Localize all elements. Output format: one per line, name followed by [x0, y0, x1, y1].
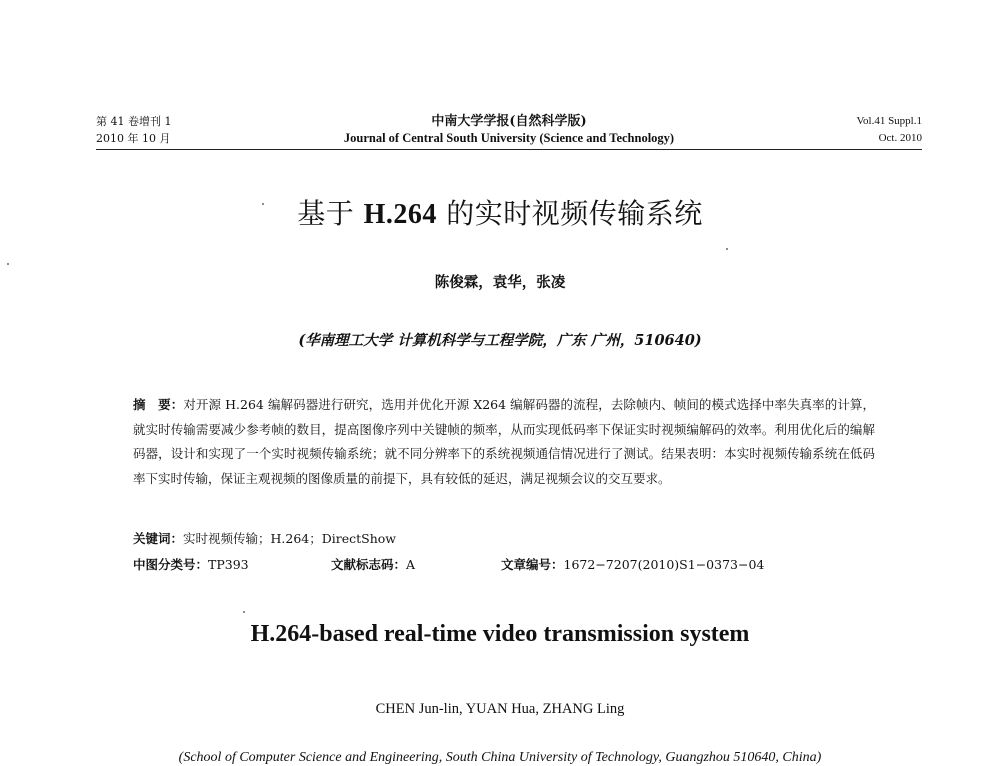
paper-title-en: H.264-based real-time video transmission system: [250, 621, 750, 647]
keywords-label: 关键词：: [133, 531, 184, 546]
doc-code-label: 文献标志码：: [331, 557, 407, 572]
doc-code-value: A: [406, 557, 416, 572]
journal-name-cn: 中南大学学报(自然科学版): [431, 114, 587, 129]
affiliation-en: (School of Computer Science and Engineering, South China University of Technology, Guangzhou 510640, China): [178, 750, 822, 765]
article-no-value: 1672−7207(2010)S1−0373−04: [563, 557, 765, 572]
title-cn-latin: H.264: [363, 199, 437, 230]
keywords-cn: [133, 529, 396, 549]
paper-title-cn: [0, 192, 1000, 232]
issue-date-en: Oct. 2010: [878, 132, 922, 144]
clc-value: TP393: [208, 557, 249, 572]
header-rule: [96, 149, 922, 150]
scan-speck: [243, 611, 245, 613]
title-cn-suffix: 的实时视频传输系统: [436, 197, 703, 230]
abstract-label: 摘 要：: [133, 397, 184, 412]
abstract-text: 对开源 H.264 编解码器进行研究，选用并优化开源 X264 编解码器的流程，去除帧内、帧间的模式选择中率失真率的计算，就实时传输需要减少参考帧的数目，提高图像序列中关键帧的频率，从而实现低码率下保证实时视频编解码的效率。利用优化后的编解码器，设计和实现了一个实时视频传输系统；就不同分辨率下的系统视频通信情况进行了测试。结果表明：本实时视频传输系统在低码率下实时传输，保证主观视频的图像质量的前提下，具有较低的延迟，满足视频会议的交互要求。: [133, 397, 875, 486]
header-right: [856, 113, 922, 147]
header-center: [96, 113, 922, 147]
clc-label: 中图分类号：: [133, 557, 209, 572]
volume-issue: 第 41 卷增刊 1: [96, 115, 172, 128]
article-number: [501, 555, 764, 575]
volume-en: Vol.41 Suppl.1: [856, 115, 922, 127]
issue-date-cn: 2010 年 10 月: [96, 132, 171, 145]
scan-speck: [262, 203, 264, 205]
affiliation-cn: (华南理工大学 计算机科学与工程学院，广东 广州，510640): [298, 332, 702, 349]
title-cn-prefix: 基于: [297, 197, 364, 230]
scan-speck: [726, 248, 728, 250]
journal-name-en: Journal of Central South University (Science and Technology): [343, 131, 675, 145]
abstract-cn: [133, 393, 875, 491]
keywords-text: 实时视频传输；H.264；DirectShow: [183, 531, 397, 546]
authors-cn: 陈俊霖，袁华，张凌: [434, 274, 566, 291]
journal-header: [96, 113, 922, 153]
scan-speck: [7, 263, 9, 265]
clc-number: [133, 555, 249, 575]
authors-en: CHEN Jun-lin, YUAN Hua, ZHANG Ling: [375, 701, 625, 717]
article-no-label: 文章编号：: [501, 557, 564, 572]
document-code: [331, 555, 415, 575]
